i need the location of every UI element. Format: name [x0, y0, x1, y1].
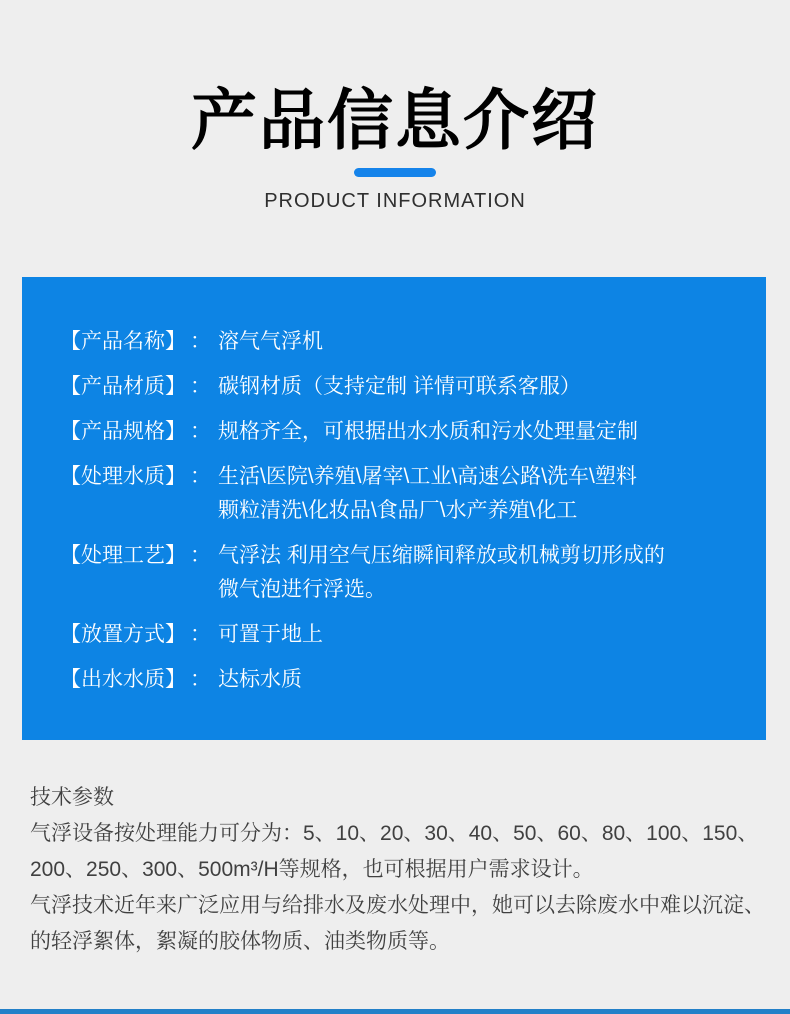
spec-label: 【处理工艺】 [60, 544, 186, 568]
spec-row-placement [60, 618, 736, 652]
spec-colon: ： [190, 465, 211, 489]
spec-value [218, 539, 736, 607]
spec-label: 【产品材质】 [60, 375, 186, 399]
spec-label: 【出水水质】 [60, 668, 186, 692]
page-title: 产品信息介绍 [191, 83, 599, 157]
spec-value-line: 规格齐全，可根据出水水质和污水处理量定制 [218, 420, 638, 444]
spec-value [218, 415, 736, 449]
spec-value [218, 663, 736, 697]
spec-value [218, 370, 736, 404]
spec-value-line: 微气泡进行浮选。 [218, 578, 386, 602]
tech-params-line: 气浮设备按处理能力可分为：5、10、20、30、40、50、60、80、100、150、 [30, 822, 759, 846]
spec-value [218, 325, 736, 359]
footer-accent-strip [0, 1009, 790, 1014]
spec-value-line: 生活\医院\养殖\屠宰\工业\高速公路\洗车\塑料 [218, 465, 637, 489]
tech-params-heading: 技术参数 [30, 786, 114, 810]
spec-colon: ： [190, 420, 211, 444]
spec-row-product-name [60, 325, 736, 359]
spec-row-process [60, 539, 736, 607]
spec-value [218, 618, 736, 652]
spec-colon: ： [190, 375, 211, 399]
spec-value-line: 颗粒清洗\化妆品\食品厂\水产养殖\化工 [218, 499, 578, 523]
spec-row-effluent [60, 663, 736, 697]
header [0, 0, 790, 213]
spec-value-line: 溶气气浮机 [218, 330, 323, 354]
product-spec-panel [22, 277, 766, 740]
spec-label: 【产品规格】 [60, 420, 186, 444]
spec-colon: ： [190, 330, 211, 354]
page-subtitle: PRODUCT INFORMATION [264, 190, 526, 213]
spec-row-specification [60, 415, 736, 449]
spec-row-material [60, 370, 736, 404]
tech-params-line: 200、250、300、500m³/H等规格，也可根据用户需求设计。 [30, 858, 594, 882]
tech-params-line: 气浮技术近年来广泛应用与给排水及废水处理中，她可以去除废水中难以沉淀、 [30, 894, 765, 918]
spec-value-line: 可置于地上 [218, 623, 323, 647]
tech-params-line: 的轻浮絮体，絮凝的胶体物质、油类物质等。 [30, 930, 450, 954]
spec-label: 【产品名称】 [60, 330, 186, 354]
spec-label: 【放置方式】 [60, 623, 186, 647]
spec-label: 【处理水质】 [60, 465, 186, 489]
spec-colon: ： [190, 668, 211, 692]
spec-colon: ： [190, 623, 211, 647]
spec-row-water-types [60, 460, 736, 528]
spec-value [218, 460, 736, 528]
tech-params-section [30, 780, 765, 960]
spec-colon: ： [190, 544, 211, 568]
spec-value-line: 达标水质 [218, 668, 302, 692]
title-underline-bar [354, 168, 436, 177]
spec-value-line: 碳钢材质（支持定制 详情可联系客服） [218, 375, 581, 399]
spec-value-line: 气浮法 利用空气压缩瞬间释放或机械剪切形成的 [218, 544, 665, 568]
